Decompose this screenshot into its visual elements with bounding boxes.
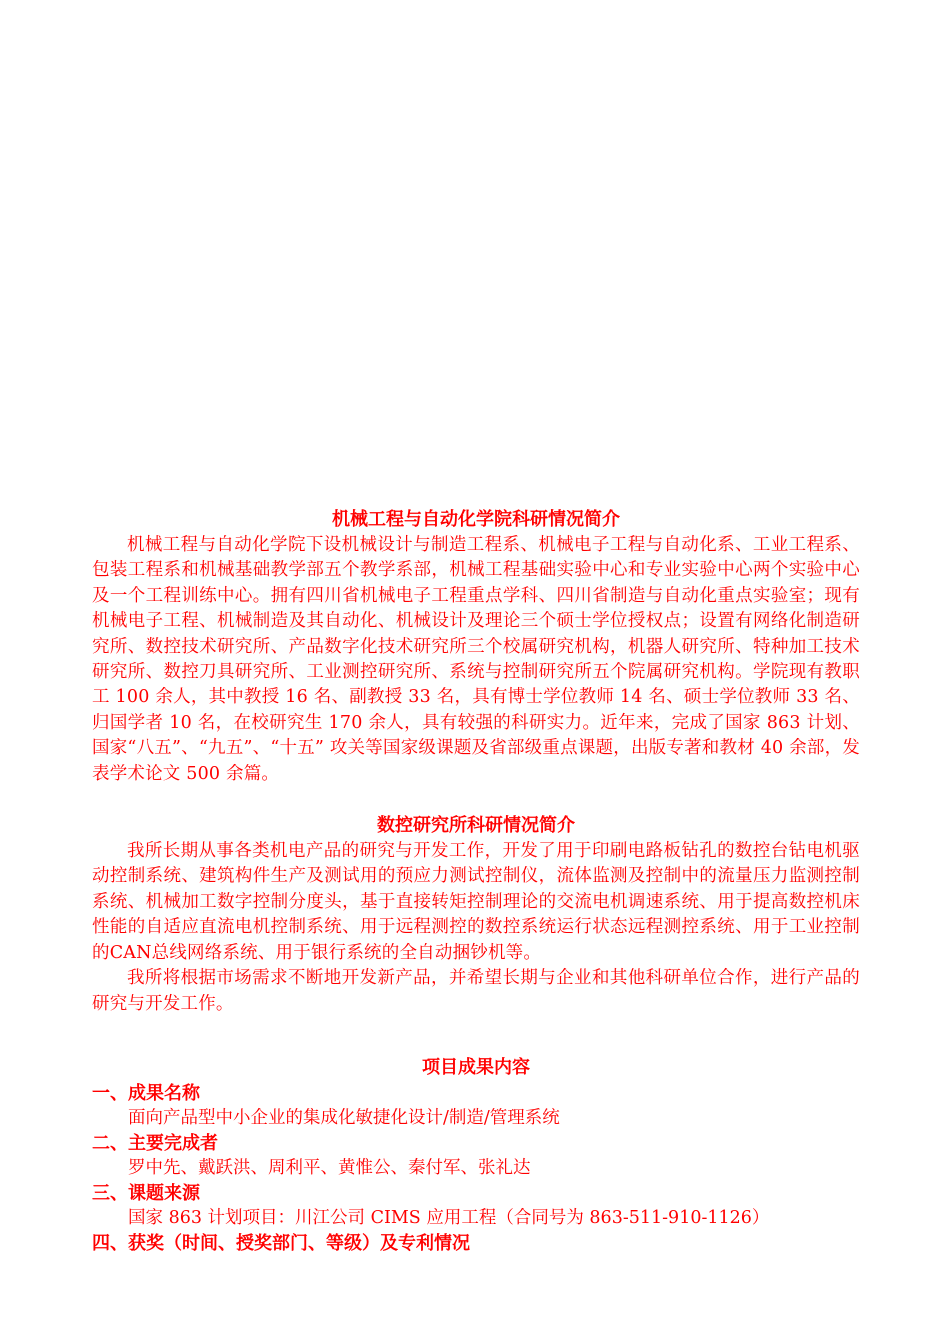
main-contributors-heading: 二、主要完成者 [92,1132,218,1154]
project-source-heading: 三、课题来源 [92,1182,200,1204]
college-section-title: 机械工程与自动化学院科研情况简介 [332,509,620,530]
institute-paragraph-2: 我所将根据市场需求不断地开发新产品，并希望长期与企业和其他科研单位合作，进行产品的研究与开发工作。 [92,968,860,1014]
document-content [92,507,860,1256]
project-source-text: 国家 863 计划项目：川江公司 CIMS 应用工程（合同号为 863-511-910-1126） [128,1207,770,1228]
main-contributors-text: 罗中先、戴跃洪、周利平、黄惟公、秦付军、张礼达 [128,1157,531,1178]
institute-section-title: 数控研究所科研情况简介 [377,815,575,837]
project-section-title: 项目成果内容 [422,1056,530,1078]
institute-paragraph-1: 我所长期从事各类机电产品的研究与开发工作，开发了用于印刷电路板钻孔的数控台钻电机驱动控制系统、建筑构件生产及测试用的预应力测试控制仪，流体监测及控制中的流量压力监测控制系统、机械加工数字控制分度头，基于直接转矩控制理论的交流电机调速系统、用于提高数控机床性能的自适应直流电机控制系统、用于远程测控的数控系统运行状态远程测控系统、用于工业控制的CAN总线网络系统、用于银行系统的全自动捆钞机等。 [92,841,860,963]
achievement-name-heading: 一、成果名称 [92,1082,200,1104]
spacer [92,787,860,813]
achievement-name-text: 面向产品型中小企业的集成化敏捷化设计/制造/管理系统 [128,1107,560,1128]
awards-patents-heading: 四、获奖（时间、授奖部门、等级）及专利情况 [92,1232,470,1254]
college-paragraph: 机械工程与自动化学院下设机械设计与制造工程系、机械电子工程与自动化系、工业工程系、包装工程系和机械基础教学部五个教学系部，机械工程基础实验中心和专业实验中心两个实验中心及一个工程训练中心。拥有四川省机械电子工程重点学科、四川省制造与自动化重点实验室；现有机械电子工程、机械制造及其自动化、机械设计及理论三个硕士学位授权点；设置有网络化制造研究所、数控技术研究所、产品数字化技术研究所三个校属研究机构，机器人研究所、特种加工技术研究所、数控刀具研究所、工业测控研究所、系统与控制研究所五个院属研究机构。学院现有教职工 100 余人，其中教授 16 名、副教授 33 名，具有博士学位教师 14 名、硕士学位教师 33 名、归国学者 10 名，在校研究生 170 余人，具有较强的科研实力。近年来，完成了国家 863 计划、国家“八五”、“九五”、“十五” 攻关等国家级课题及省部级重点课题，出版专著和教材 40 余部，发表学术论文 500 余篇。 [92,535,860,784]
spacer [92,1017,860,1055]
